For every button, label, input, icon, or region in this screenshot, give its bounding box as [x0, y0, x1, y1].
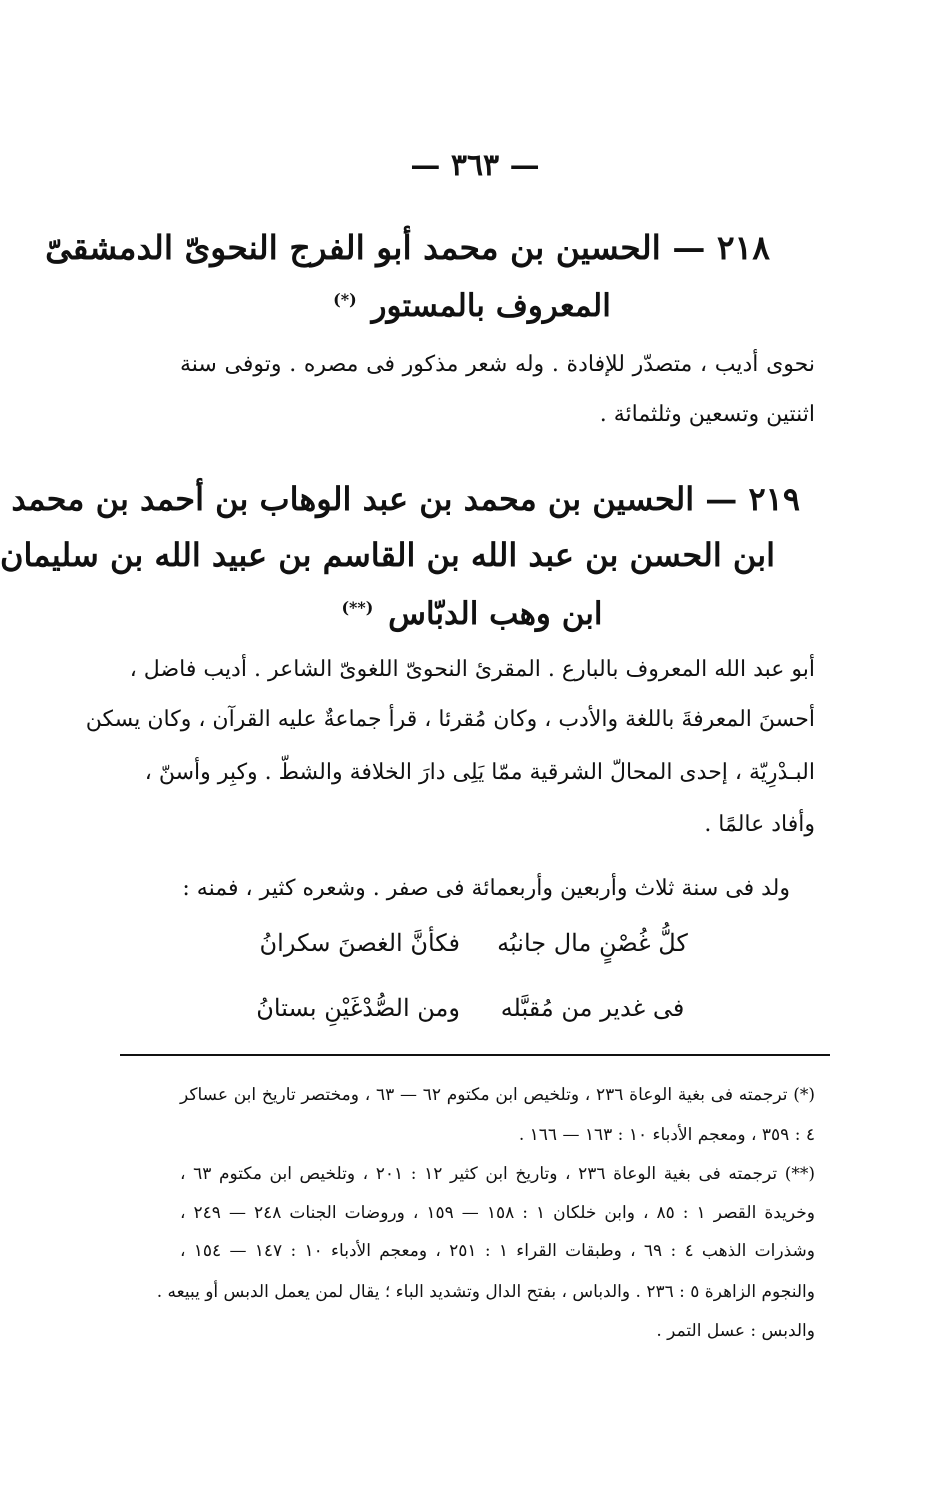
footnote-marker-double: (**): [341, 597, 374, 617]
entry-219-heading-line-2: ابن الحسن بن عبد الله بن القاسم بن عبيد الله بن سليمان: [0, 536, 775, 574]
footnote-marker-single: (*): [333, 289, 357, 309]
verse-2-second-hemistich: ومن الصُّدْغَيْنِ بستانُ: [256, 994, 460, 1022]
footnote-divider: [120, 1054, 830, 1056]
entry-219-heading-line-1: ٢١٩ — الحسين بن محمد بن عبد الوهاب بن أحمد بن محمد: [11, 480, 800, 518]
entry-218-body-line: نحوى أديب ، متصدّر للإفادة . وله شعر مذكور فى مصره . وتوفى سنة: [180, 352, 815, 377]
footnote-line: (*) ترجمته فى بغية الوعاة ٢٣٦ ، وتلخيص ابن مكتوم ٦٢ — ٦٣ ، ومختصر تاريخ ابن عساكر: [180, 1085, 815, 1105]
entry-219-body-line: وأفاد عالمًا .: [704, 812, 815, 837]
verse-2-first-hemistich: فى غدير من مُقبَّله: [500, 994, 685, 1022]
entry-219-heading-line-3: [180, 596, 760, 632]
entry-219-body-line: أحسنَ المعرفةَ باللغة والأدب ، وكان مُقرئا ، قرأ جماعةٌ عليه القرآن ، وكان يسكن: [85, 707, 815, 732]
footnote-line: ٤ : ٣٥٩ ، ومعجم الأدباء ١٠ : ١٦٣ — ١٦٦ .: [518, 1125, 815, 1145]
entry-219-body-line: البـدْرِيّة ، إحدى المحالّ الشرقية ممّا يَلِى دارَ الخلافة والشطّ . وكبِر وأسنّ ،: [144, 760, 815, 785]
entry-218-heading-text: المعروف بالمستور: [371, 288, 611, 324]
verse-1-second-hemistich: فكأنَّ الغصنَ سكرانُ: [259, 929, 460, 957]
entry-218-heading-line-1: ٢١٨ — الحسين بن محمد أبو الفرج النحوىّ الدمشقىّ: [45, 228, 770, 267]
entry-218-body-line: اثنتين وتسعين وثلثمائة .: [599, 402, 815, 427]
page-number: — ٣٦٣ —: [410, 148, 540, 183]
entry-219-body-line: أبو عبد الله المعروف بالبارع . المقرئ النحوىّ اللغوىّ الشاعر . أديب فاضل ،: [129, 657, 815, 682]
footnote-line: (**) ترجمته فى بغية الوعاة ٢٣٦ ، وتاريخ ابن كثير ١٢ : ٢٠١ ، وتلخيص ابن مكتوم ٦٣ ،: [180, 1164, 815, 1184]
footnote-line: وخريدة القصر ١ : ٨٥ ، وابن خلكان ١ : ١٥٨ — ١٥٩ ، وروضات الجنات ٢٤٨ — ٢٤٩ ،: [180, 1203, 815, 1223]
entry-219-heading-text: ابن وهب الدبّاس: [388, 596, 603, 632]
footnote-line: والنجوم الزاهرة ٥ : ٢٣٦ . والدباس ، بفتح الدال وتشديد الباء ؛ يقال لمن يعمل الدبس أو يبيعه .: [156, 1282, 815, 1302]
footnote-line: والدبس : عسل التمر .: [656, 1321, 815, 1341]
entry-218-heading-line-2: [180, 288, 760, 324]
footnote-line: وشذرات الذهب ٤ : ٦٩ ، وطبقات القراء ١ : ٢٥١ ، ومعجم الأدباء ١٠ : ١٤٧ — ١٥٤ ،: [180, 1241, 815, 1261]
entry-219-body-line: ولد فى سنة ثلاث وأربعين وأربعمائة فى صفر . وشعره كثير ، فمنه :: [182, 876, 790, 901]
verse-1-first-hemistich: كلُّ غُصْنٍ مال جانبُه: [497, 929, 688, 957]
